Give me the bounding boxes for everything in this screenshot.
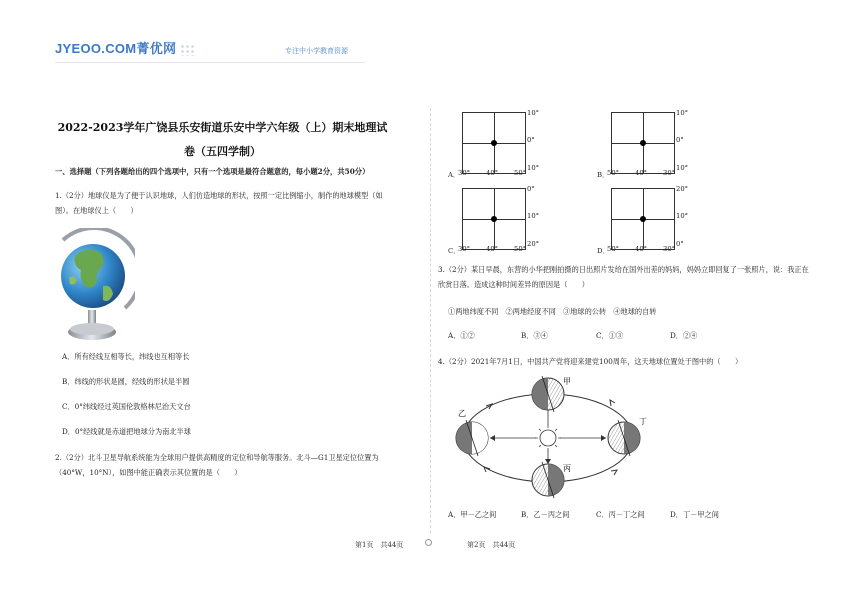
q4-option-b[interactable]: B．乙－丙之间	[521, 510, 570, 519]
section-heading: 一、选择题（下列各题给出的四个选项中，只有一个选项是最符合题意的，每小题2分，共50分）	[55, 167, 370, 176]
q2-figure-c: C． 30° 40° 50° 0° 10° 20°	[448, 185, 540, 255]
grid-box	[462, 188, 526, 250]
q2-figure-b: B． 50° 40° 30° 10° 0° 10°	[597, 109, 689, 179]
q3-option-b[interactable]: B．③④	[521, 331, 548, 340]
site-logo: JYEOO.COM菁优网	[55, 38, 194, 57]
q4-option-a[interactable]: A．甲－乙之间	[448, 510, 497, 519]
header-divider	[55, 62, 365, 63]
earth-orbit-diagram	[446, 372, 666, 502]
q4-option-d[interactable]: D．丁－甲之间	[670, 510, 719, 519]
location-point	[640, 216, 646, 222]
q2-figure-a: A． 30° 40° 50° 10° 0° 10°	[448, 109, 540, 179]
earth-bing	[532, 462, 564, 498]
question-2-stem: 2.（2分）北斗卫星导航系统能为全球用户提供高精度的定位和导航等服务。北斗—G1卫星定位位置为（40°W，10°N），如图中能正确表示其位置的是（ ）	[55, 453, 379, 477]
location-point	[491, 216, 497, 222]
sun-icon	[535, 425, 561, 451]
logo-dots-icon	[180, 44, 194, 56]
q3-option-d[interactable]: D．②④	[670, 331, 698, 340]
location-point	[640, 140, 646, 146]
column-divider	[430, 108, 431, 533]
label-bing: 丙	[563, 464, 571, 473]
q1-option-b[interactable]: B．纬线的形状是圆，经线的形状是半圆	[62, 377, 190, 386]
earth-jia	[532, 376, 564, 412]
page-number-right: 第2页 共44页	[467, 541, 516, 549]
site-tagline: 专注中小学教育资源	[285, 47, 348, 55]
exam-title: 2022-2023学年广饶县乐安街道乐安中学六年级（上）期末地理试卷（五四学制）	[57, 121, 388, 158]
q4-option-c[interactable]: C．丙－丁之间	[596, 510, 645, 519]
location-point	[491, 140, 497, 146]
fold-circle-icon	[425, 539, 432, 546]
question-3-stem: 3.（2分）某日早晨，东营的小华把刚拍摄的日出照片发给在国外出差的妈妈，妈妈立即回复了一张照片，说：我正在欣赏日落。造成这种时间差异的原因是（ ）	[438, 265, 809, 289]
label-yi: 乙	[458, 409, 466, 418]
question-1-stem: 1.（2分）地球仪是为了便于认识地球，人们仿造地球的形状，按照一定比例缩小，制作的地球模型（如图）。在地球仪上（ ）	[55, 191, 383, 215]
q3-option-c[interactable]: C．①③	[596, 331, 624, 340]
q1-option-c[interactable]: C．0°纬线经过英国伦敦格林尼治天文台	[62, 402, 191, 411]
grid-box	[462, 112, 526, 174]
q3-items: ①两地纬度不同 ②两地经度不同 ③地球的公转 ④地球的自转	[448, 307, 657, 316]
earth-ding	[608, 420, 640, 456]
q1-option-a[interactable]: A．所有经线互相等长，纬线也互相等长	[62, 352, 190, 361]
earth-yi	[456, 420, 488, 456]
label-ding: 丁	[639, 417, 647, 426]
q2-figure-d: D． 50° 40° 30° 20° 10° 0°	[597, 185, 689, 255]
q3-option-a[interactable]: A．①②	[448, 331, 475, 340]
label-jia: 甲	[563, 377, 571, 386]
page-number-left: 第1页 共44页	[355, 541, 404, 549]
grid-box	[611, 188, 675, 250]
globe-image	[55, 228, 135, 346]
q1-option-d[interactable]: D．0°经线就是赤道把地球分为南北半球	[62, 427, 191, 436]
question-4-stem: 4.（2分）2021年7月1日，中国共产党将迎来建党100周年，这天地球位置处于图中的（ ）	[438, 357, 743, 366]
grid-box	[611, 112, 675, 174]
